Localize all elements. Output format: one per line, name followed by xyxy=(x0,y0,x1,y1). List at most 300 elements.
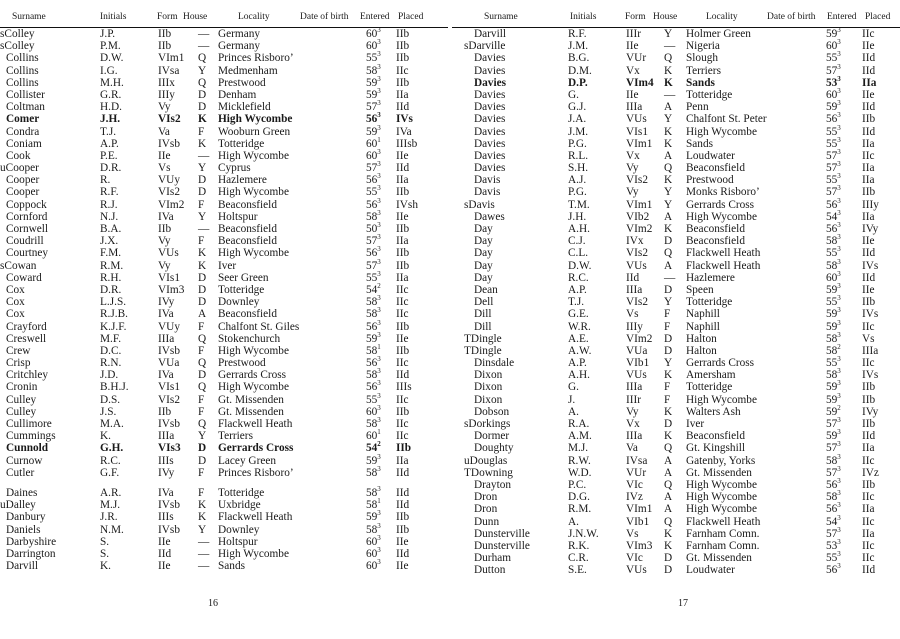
entered-year: 56 xyxy=(826,478,838,491)
locality-cell: High Wycombe xyxy=(218,149,289,162)
form-cell: Vs xyxy=(626,527,639,540)
surname-text: Collister xyxy=(6,88,45,101)
form-cell: Vy xyxy=(158,235,171,248)
surname-text: Dobson xyxy=(474,405,510,418)
house-cell: D xyxy=(664,332,673,345)
form-cell: VIs2 xyxy=(158,113,181,126)
entered-year: 60 xyxy=(826,271,838,284)
entered-term: 3 xyxy=(837,355,841,364)
surname-text: Crayford xyxy=(6,320,47,333)
surname-text: Dell xyxy=(474,296,494,309)
initials-cell: R.K. xyxy=(568,539,590,552)
right-page xyxy=(452,0,900,639)
surname-text: Dormer xyxy=(474,430,510,443)
header-locality: Locality xyxy=(706,12,738,22)
form-cell: IIIs xyxy=(158,454,174,467)
placed-cell: IIb xyxy=(396,28,410,40)
entered-term: 1 xyxy=(377,342,381,351)
entered-term: 3 xyxy=(837,257,841,266)
entered-year: 58 xyxy=(366,344,378,357)
initials-cell: G. xyxy=(568,88,579,101)
house-cell: Q xyxy=(664,162,673,175)
entered-term: 2 xyxy=(377,281,381,290)
form-cell: VIm2 xyxy=(158,198,185,211)
placed-cell: IIe xyxy=(862,88,875,101)
house-cell: F xyxy=(198,235,205,248)
entered-year: 58 xyxy=(366,210,378,223)
entered-term: 3 xyxy=(837,513,841,522)
surname-text: Dill xyxy=(474,308,492,321)
table-row xyxy=(452,430,900,442)
entered-term: 3 xyxy=(837,501,841,510)
surname-cell xyxy=(6,430,56,442)
placed-cell: IId xyxy=(396,499,410,512)
surname-cell xyxy=(464,418,510,430)
entered-year: 56 xyxy=(366,198,378,211)
entered-year: 58 xyxy=(366,296,378,309)
entered-year: 55 xyxy=(826,296,838,309)
initials-cell: D.W. xyxy=(568,259,592,272)
surname-cell xyxy=(6,101,45,113)
placed-cell: IIb xyxy=(396,405,410,418)
status-prefix: s xyxy=(464,40,469,53)
house-cell: Q xyxy=(198,52,207,65)
house-cell: F xyxy=(664,381,671,394)
left-page xyxy=(0,0,448,639)
placed-cell: IIb xyxy=(396,511,410,524)
placed-cell: IIa xyxy=(862,174,875,187)
surname-cell xyxy=(474,479,511,491)
locality-cell: High Wycombe xyxy=(218,247,289,260)
locality-cell: Iver xyxy=(218,259,237,272)
surname-text: Dill xyxy=(474,320,492,333)
surname-text: Cooper xyxy=(6,186,40,199)
initials-cell: J.M. xyxy=(568,125,589,138)
entered-term: 3 xyxy=(377,306,381,315)
entered-year: 59 xyxy=(826,320,838,333)
initials-cell: A.P. xyxy=(568,357,587,370)
house-cell: K xyxy=(664,369,673,382)
initials-cell: J.P. xyxy=(100,28,116,40)
placed-cell: IVy xyxy=(862,405,879,418)
form-cell: Va xyxy=(158,125,170,138)
surname-cell xyxy=(6,548,56,560)
surname-cell xyxy=(6,467,34,479)
surname-text: Cullimore xyxy=(6,418,52,430)
entered-term: 3 xyxy=(377,464,381,473)
entered-year: 55 xyxy=(826,357,838,370)
form-cell: Vy xyxy=(626,405,639,418)
form-cell: IVy xyxy=(158,466,175,479)
table-row xyxy=(452,208,900,223)
status-prefix: T xyxy=(464,344,471,357)
entered-year: 60 xyxy=(366,137,378,150)
locality-cell: Sands xyxy=(686,137,713,150)
placed-cell: IId xyxy=(862,125,876,138)
form-cell: Vx xyxy=(626,149,640,162)
house-cell: F xyxy=(198,405,205,418)
entered-year: 57 xyxy=(826,466,838,479)
header-dob: Date of birth xyxy=(300,12,349,22)
status-prefix: T xyxy=(464,332,471,345)
entered-term: 3 xyxy=(837,440,841,449)
surname-text: Cox xyxy=(6,296,25,309)
house-cell: D xyxy=(198,283,207,296)
house-cell: D xyxy=(664,283,673,296)
surname-text: Cummings xyxy=(6,430,56,443)
initials-cell: P.G. xyxy=(568,137,587,150)
entered-year: 60 xyxy=(366,40,378,53)
table-row xyxy=(452,28,900,40)
entered-year: 58 xyxy=(826,491,838,504)
entered-term: 3 xyxy=(377,379,381,388)
house-cell: Q xyxy=(664,52,673,65)
house-cell: F xyxy=(664,308,671,321)
surname-text: Darrington xyxy=(6,547,56,560)
form-cell: IIIa xyxy=(158,430,175,443)
surname-cell xyxy=(464,467,513,479)
entered-year: 55 xyxy=(826,174,838,187)
surname-text: Collins xyxy=(6,64,39,77)
entered-cell xyxy=(826,564,841,576)
entered-year: 56 xyxy=(366,247,378,260)
status-prefix: u xyxy=(0,499,6,512)
form-cell: VUr xyxy=(626,466,647,479)
placed-cell: IIc xyxy=(862,491,875,504)
entered-cell xyxy=(366,560,381,572)
initials-cell: R.M. xyxy=(100,259,124,272)
entered-term: 3 xyxy=(837,367,841,376)
surname-cell xyxy=(6,211,47,223)
surname-cell xyxy=(6,235,44,247)
surname-text: Daines xyxy=(6,486,38,499)
entered-year: 54 xyxy=(826,515,838,528)
form-cell: VUy xyxy=(158,174,180,187)
entered-year: 60 xyxy=(366,28,378,40)
placed-cell: IId xyxy=(862,64,876,77)
locality-cell: Gerrards Cross xyxy=(218,442,294,455)
initials-cell: D.C. xyxy=(100,344,122,357)
placed-cell: IId xyxy=(396,101,410,114)
table-row xyxy=(452,257,900,272)
house-cell: Q xyxy=(198,381,207,394)
entered-year: 55 xyxy=(826,137,838,150)
placed-cell: IIa xyxy=(396,235,409,248)
placed-cell: IId xyxy=(862,271,876,284)
form-cell: VUs xyxy=(158,247,179,260)
surname-cell xyxy=(464,345,502,357)
placed-cell: IIb xyxy=(396,523,410,536)
house-cell: K xyxy=(198,247,207,260)
form-cell: VUs xyxy=(626,259,647,272)
form-cell: IVa xyxy=(158,210,174,223)
house-cell: K xyxy=(664,174,673,187)
placed-cell: IId xyxy=(396,369,410,382)
placed-cell: IIa xyxy=(862,210,875,223)
table-row xyxy=(452,513,900,528)
initials-cell: M.J. xyxy=(100,499,121,512)
placed-cell: IIb xyxy=(396,344,410,357)
surname-text: Dinsdale xyxy=(474,357,515,370)
surname-cell xyxy=(474,138,505,150)
placed-cell: IVsh xyxy=(396,198,418,211)
surname-text: Day xyxy=(474,235,493,248)
initials-cell: R.J.B. xyxy=(100,308,128,321)
placed-cell: IIa xyxy=(862,527,875,540)
house-cell: Y xyxy=(664,296,673,309)
table-row xyxy=(452,86,900,101)
surname-text: Day xyxy=(474,259,493,272)
form-cell: Vy xyxy=(626,186,639,199)
locality-cell: High Wycombe xyxy=(218,113,293,126)
surname-text: Dingle xyxy=(470,344,502,357)
surname-text: Creswell xyxy=(6,332,47,345)
entered-year: 59 xyxy=(366,454,378,467)
initials-cell: M.F. xyxy=(100,332,122,345)
initials-cell: P.G. xyxy=(568,186,587,199)
surname-text: Darbyshire xyxy=(6,535,57,548)
entered-term: 3 xyxy=(837,330,841,339)
surname-cell xyxy=(6,442,48,454)
surname-cell xyxy=(474,52,505,64)
surname-text: Davies xyxy=(474,113,506,126)
surname-cell xyxy=(6,77,39,89)
form-cell: VIs2 xyxy=(158,186,180,199)
surname-cell xyxy=(0,28,35,40)
entered-term: 3 xyxy=(837,306,841,315)
surname-text: Comer xyxy=(6,113,40,126)
initials-cell: W.R. xyxy=(568,320,591,333)
locality-cell: Loudwater xyxy=(686,149,735,162)
table-row xyxy=(452,174,900,186)
form-cell: VIc xyxy=(626,552,643,565)
entered-term: 3 xyxy=(837,26,841,34)
locality-cell: Holtspur xyxy=(218,210,258,223)
placed-cell: IIc xyxy=(396,308,409,321)
house-cell: D xyxy=(198,296,207,309)
initials-cell: P.M. xyxy=(100,40,121,53)
entered-term: 3 xyxy=(837,476,841,485)
header-form: Form xyxy=(625,12,646,22)
locality-cell: Iver xyxy=(686,418,705,430)
surname-text: Critchley xyxy=(6,369,49,382)
locality-cell: Princes Risboro’ xyxy=(218,466,294,479)
table-row xyxy=(452,62,900,77)
form-cell: IIIy xyxy=(158,88,175,101)
surname-text: Darville xyxy=(468,40,506,53)
locality-cell: Naphill xyxy=(686,308,720,321)
entered-year: 56 xyxy=(366,320,378,333)
initials-cell: A.R. xyxy=(100,486,122,499)
house-cell: K xyxy=(198,137,207,150)
entered-year: 60 xyxy=(366,405,378,418)
initials-cell: A.H. xyxy=(568,223,590,235)
surname-text: Dron xyxy=(474,491,498,504)
surname-text: Dixon xyxy=(474,381,503,394)
locality-cell: Flackwell Heath xyxy=(218,418,293,430)
surname-cell xyxy=(474,369,502,381)
header-surname: Surname xyxy=(12,12,46,22)
form-cell: Vy xyxy=(626,162,639,175)
initials-cell: J.X. xyxy=(100,235,119,248)
placed-cell: IIIy xyxy=(862,198,879,211)
initials-cell: S. xyxy=(100,547,110,560)
table-row xyxy=(452,318,900,333)
house-cell: F xyxy=(664,320,671,333)
placed-cell: IIe xyxy=(396,560,409,573)
header-placed: Placed xyxy=(865,12,891,22)
header-dob: Date of birth xyxy=(767,12,816,22)
placed-cell: IIc xyxy=(862,149,875,162)
surname-text: Condra xyxy=(6,125,40,138)
header-initials: Initials xyxy=(100,12,127,22)
placed-cell: IIb xyxy=(862,296,876,309)
placed-cell: IIa xyxy=(862,442,875,455)
surname-text: Cowan xyxy=(4,259,37,272)
surname-cell xyxy=(474,162,505,174)
surname-cell xyxy=(6,296,25,308)
form-cell: IIIr xyxy=(626,28,642,40)
locality-cell: Medmenham xyxy=(218,64,278,77)
house-cell: D xyxy=(198,174,207,187)
form-cell: IVsb xyxy=(158,418,180,430)
initials-cell: J.R. xyxy=(100,511,118,524)
entered-term: 3 xyxy=(377,172,381,181)
initials-cell: C.L. xyxy=(568,247,589,260)
initials-cell: D.R. xyxy=(100,162,122,175)
locality-cell: Halton xyxy=(686,332,717,345)
initials-cell: J.N.W. xyxy=(568,527,599,540)
table-row xyxy=(452,491,900,503)
surname-text: Crisp xyxy=(6,357,31,370)
initials-cell: N.M. xyxy=(100,523,124,536)
entered-term: 3 xyxy=(837,525,841,534)
locality-cell: Flackwell Heath xyxy=(218,511,293,524)
house-cell: Q xyxy=(198,76,207,89)
surname-cell xyxy=(6,560,38,572)
locality-cell: Cyprus xyxy=(218,162,251,175)
entered-term: 3 xyxy=(377,558,381,567)
table-row xyxy=(452,52,900,64)
locality-cell: High Wycombe xyxy=(686,393,757,406)
house-cell: A xyxy=(664,101,673,114)
locality-cell: Germany xyxy=(218,40,261,53)
entered-term: 3 xyxy=(377,245,381,254)
form-cell: Vy xyxy=(158,259,171,272)
locality-cell: Flackwell Heath xyxy=(686,515,761,528)
table-row xyxy=(452,403,900,418)
entered-year: 58 xyxy=(826,344,838,357)
form-cell: VIs2 xyxy=(626,174,648,187)
surname-text: Dixon xyxy=(474,393,503,406)
placed-cell: IIa xyxy=(862,76,877,89)
initials-cell: R.A. xyxy=(568,418,590,430)
surname-text: Cox xyxy=(6,283,25,296)
table-row xyxy=(452,296,900,308)
entered-term: 3 xyxy=(377,533,381,542)
locality-cell: Farnham Comn. xyxy=(686,527,760,540)
initials-cell: B.G. xyxy=(568,52,590,65)
surname-text: Coniam xyxy=(6,137,42,150)
house-cell: A xyxy=(664,503,673,516)
initials-cell: D.P. xyxy=(568,76,588,89)
locality-cell: Micklefield xyxy=(218,101,271,114)
locality-cell: High Wycombe xyxy=(686,478,757,491)
initials-cell: G.J. xyxy=(568,101,587,114)
surname-text: Davis xyxy=(468,198,495,211)
placed-cell: IIc xyxy=(396,64,409,77)
locality-cell: High Wycombe xyxy=(218,344,289,357)
house-cell: K xyxy=(198,113,207,126)
entered-year: 55 xyxy=(826,552,838,565)
house-cell: — xyxy=(198,560,210,573)
house-cell: K xyxy=(664,137,673,150)
entered-term: 3 xyxy=(377,221,381,229)
table-row xyxy=(452,123,900,138)
form-cell: IVsa xyxy=(158,64,180,77)
surname-text: Dunsterville xyxy=(474,539,530,552)
placed-cell: IIa xyxy=(396,174,409,187)
form-cell: IIIx xyxy=(158,76,175,89)
entered-year: 56 xyxy=(366,381,378,394)
surname-cell xyxy=(474,174,500,186)
entered-year: 56 xyxy=(826,564,838,577)
initials-cell: N.J. xyxy=(100,210,119,223)
locality-cell: Terriers xyxy=(686,64,721,77)
surname-text: Coppock xyxy=(6,198,47,211)
form-cell: VIm1 xyxy=(158,52,185,65)
entered-term: 3 xyxy=(837,489,841,498)
entered-term: 3 xyxy=(377,484,381,493)
table-row xyxy=(452,162,900,174)
placed-cell: IIe xyxy=(862,235,875,248)
house-cell: A xyxy=(664,454,673,467)
form-cell: Vs xyxy=(158,162,171,175)
surname-cell xyxy=(474,247,493,259)
placed-cell: IVa xyxy=(396,125,412,138)
placed-cell: IIb xyxy=(862,186,876,199)
locality-cell: High Wycombe xyxy=(218,381,289,394)
form-cell: VIm1 xyxy=(626,198,653,211)
entered-year: 58 xyxy=(826,332,838,345)
table-row xyxy=(452,308,900,320)
locality-cell: Penn xyxy=(686,101,709,114)
form-cell: VIs2 xyxy=(626,247,648,260)
surname-cell xyxy=(6,357,30,369)
house-cell: — xyxy=(198,149,210,162)
placed-cell: IIb xyxy=(862,418,876,430)
locality-cell: Gt. Missenden xyxy=(218,405,284,418)
house-cell: Y xyxy=(664,186,673,199)
surname-text: Daniels xyxy=(6,523,41,536)
page-number: 16 xyxy=(208,598,218,609)
surname-cell xyxy=(474,101,505,113)
entered-year: 56 xyxy=(366,113,378,126)
surname-text: Cook xyxy=(6,149,31,162)
form-cell: IVsa xyxy=(626,454,648,467)
surname-cell xyxy=(6,186,39,198)
initials-cell: T.J. xyxy=(568,296,585,309)
form-cell: VIm3 xyxy=(626,539,653,552)
form-cell: Va xyxy=(626,442,638,455)
surname-text: Dorkings xyxy=(468,418,511,430)
house-cell: Q xyxy=(664,478,673,491)
house-cell: Y xyxy=(664,28,673,40)
placed-cell: IIc xyxy=(396,296,409,309)
surname-cell xyxy=(474,89,505,101)
surname-text: Drayton xyxy=(474,478,512,491)
surname-text: Day xyxy=(474,247,493,260)
